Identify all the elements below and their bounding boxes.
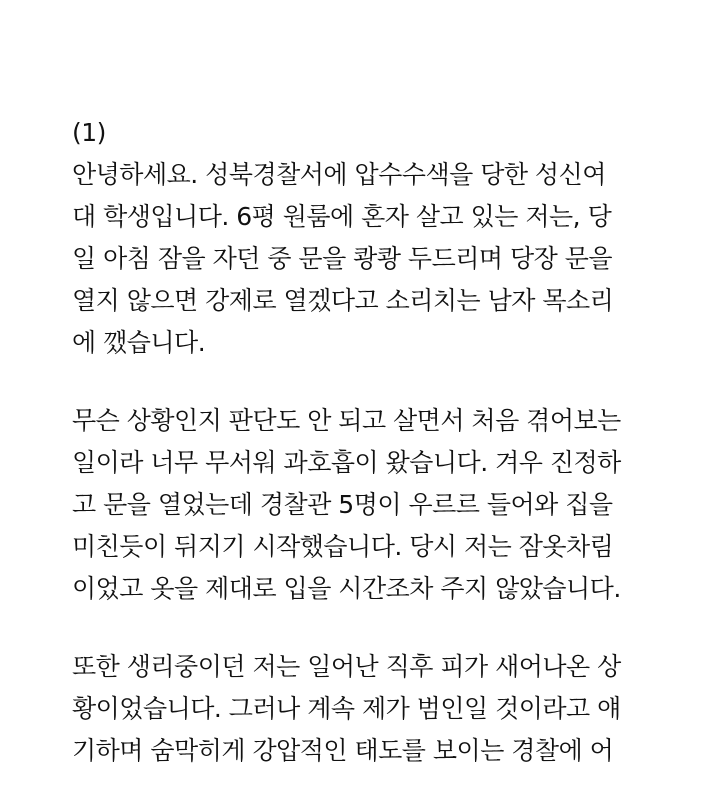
text-line: 기하며 숨막히게 강압적인 태도를 보이는 경찰에 어 [72,736,614,765]
text-line: 고 문을 열었는데 경찰관 5명이 우르르 들어와 집을 [72,490,613,519]
text-line: 무슨 상황인지 판단도 안 되고 살면서 처음 겪어보는 [72,406,621,435]
text-line: 일이라 너무 무서워 과호흡이 왔습니다. 겨우 진정하 [72,448,621,477]
text-line: 또한 생리중이던 저는 일어난 직후 피가 새어나온 상 [72,652,621,681]
post-heading: (1) [72,118,106,147]
text-line: 안녕하세요. 성북경찰서에 압수수색을 당한 성신여 [72,160,606,189]
text-line: 이었고 옷을 제대로 입을 시간조차 주지 않았습니다. [72,574,621,603]
text-line: 대 학생입니다. 6평 원룸에 혼자 살고 있는 저는, 당 [72,202,612,231]
paragraph-2 [72,400,702,610]
text-line: 열지 않으면 강제로 열겠다고 소리치는 남자 목소리 [72,286,614,315]
paragraph-1 [72,154,702,364]
paragraph-spacer [72,610,702,646]
text-line: 미친듯이 뒤지기 시작했습니다. 당시 저는 잠옷차림 [72,532,614,561]
post-body [72,112,702,772]
text-line: 에 깼습니다. [72,328,206,357]
paragraph-3 [72,646,702,772]
text-line: 일 아침 잠을 자던 중 문을 쾅쾅 두드리며 당장 문을 [72,244,613,273]
paragraph-spacer [72,364,702,400]
text-line: 황이었습니다. 그러나 계속 제가 범인일 것이라고 얘 [72,694,621,723]
